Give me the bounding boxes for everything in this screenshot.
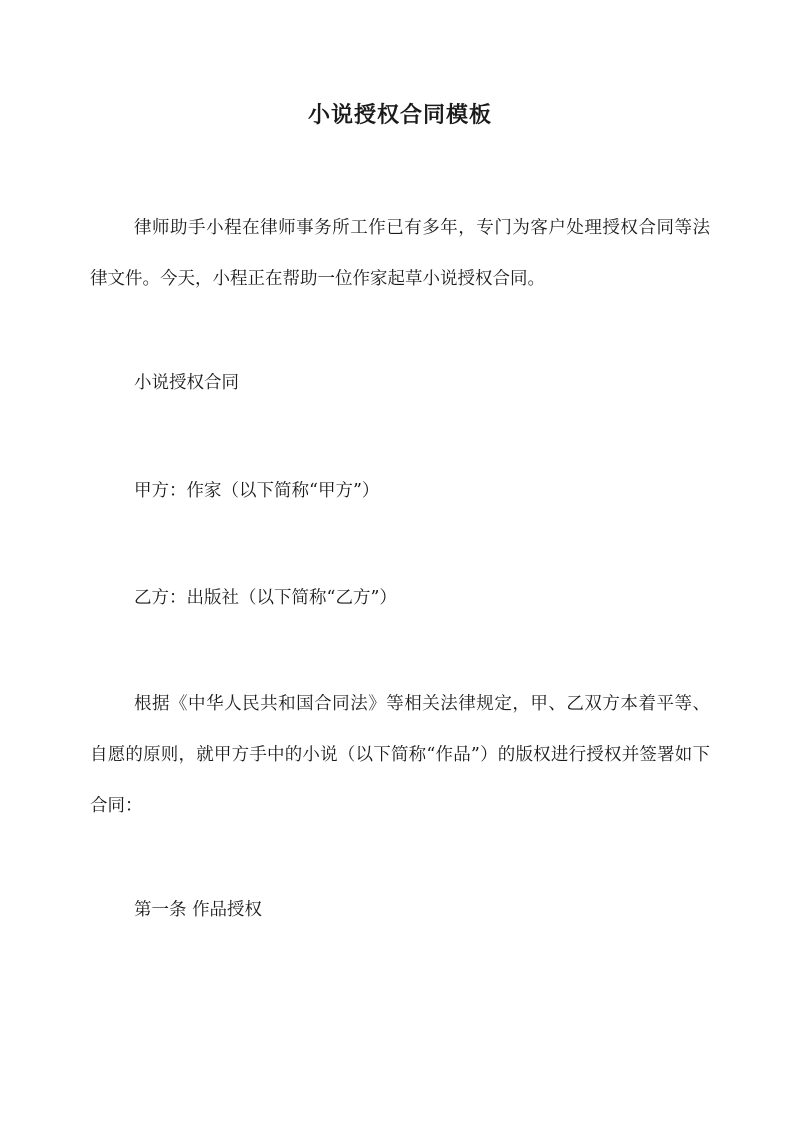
intro-paragraph: 律师助手小程在律师事务所工作已有多年，专门为客户处理授权合同等法律文件。今天，小程正在帮助一位作家起草小说授权合同。: [90, 218, 710, 289]
article-one-heading: 第一条 作品授权: [134, 900, 263, 920]
party-a-line: 甲方：作家（以下简称“甲方”）: [134, 481, 380, 501]
party-b-line: 乙方：出版社（以下简称“乙方”）: [134, 588, 397, 608]
document-title: 小说授权合同模板: [307, 102, 492, 128]
preamble-paragraph: 根据《中华人民共和国合同法》等相关法律规定，甲、乙双方本着平等、自愿的原则，就甲方手中的小说（以下简称“作品”）的版权进行授权并签署如下合同：: [90, 694, 710, 816]
contract-heading: 小说授权合同: [134, 373, 239, 393]
